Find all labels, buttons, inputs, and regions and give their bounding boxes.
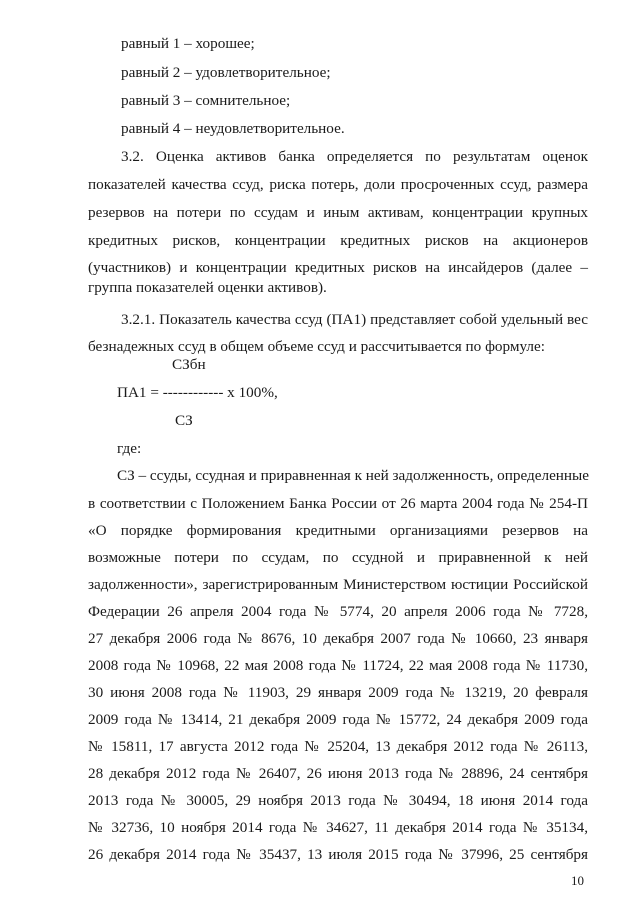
paragraph-line: 2008 года № 10968, 22 мая 2008 года № 11724, 22 мая 2008 года № 11730, xyxy=(88,657,588,674)
paragraph-line: № 15811, 17 августа 2012 года № 25204, 13 декабря 2012 года № 26113, xyxy=(88,738,588,755)
scale-item: равный 3 – сомнительное; xyxy=(121,92,291,109)
formula-expression: ПА1 = ------------ х 100%, xyxy=(117,384,278,401)
paragraph-line: кредитных рисков, концентрации кредитных рисков на акционеров xyxy=(88,232,588,249)
paragraph-line: 2013 года № 30005, 29 ноября 2013 года № 30494, 18 июня 2014 года xyxy=(88,792,588,809)
paragraph-line: СЗ – ссуды, ссудная и приравненная к ней задолженность, определенные xyxy=(117,467,590,484)
paragraph-line: возможные потери по ссудам, по ссудной и приравненной к ней xyxy=(88,549,588,566)
paragraph-line: 30 июня 2008 года № 11903, 29 января 2009 года № 13219, 20 февраля xyxy=(88,684,588,701)
paragraph-line: (участников) и концентрации кредитных рисков на инсайдеров (далее – xyxy=(88,259,588,276)
scale-item: равный 4 – неудовлетворительное. xyxy=(121,120,345,137)
paragraph-line: резервов на потери по ссудам и иным активам, концентрации крупных xyxy=(88,204,588,221)
paragraph-line: показателей качества ссуд, риска потерь, доли просроченных ссуд, размера xyxy=(88,176,588,193)
formula-numerator: СЗбн xyxy=(172,356,206,373)
scale-item: равный 1 – хорошее; xyxy=(121,35,255,52)
paragraph-line: Федерации 26 апреля 2004 года № 5774, 20 апреля 2006 года № 7728, xyxy=(88,603,588,620)
page-number: 10 xyxy=(571,873,584,888)
paragraph-line: 27 декабря 2006 года № 8676, 10 декабря 2007 года № 10660, 23 января xyxy=(88,630,588,647)
paragraph-line: № 32736, 10 ноября 2014 года № 34627, 11 декабря 2014 года № 35134, xyxy=(88,819,588,836)
where-label: где: xyxy=(117,440,142,457)
paragraph-line: группа показателей оценки активов). xyxy=(88,279,327,296)
paragraph-line: 2009 года № 13414, 21 декабря 2009 года № 15772, 24 декабря 2009 года xyxy=(88,711,588,728)
formula-denominator: СЗ xyxy=(175,412,193,429)
paragraph-line: «О порядке формирования кредитными организациями резервов на xyxy=(88,522,588,539)
paragraph-line: 3.2.1. Показатель качества ссуд (ПА1) представляет собой удельный вес xyxy=(121,311,588,328)
paragraph-line: 28 декабря 2012 года № 26407, 26 июня 2013 года № 28896, 24 сентября xyxy=(88,765,588,782)
paragraph-line: 3.2. Оценка активов банка определяется по результатам оценок xyxy=(121,148,588,165)
paragraph-line: в соответствии с Положением Банка России от 26 марта 2004 года № 254-П xyxy=(88,495,588,512)
scale-item: равный 2 – удовлетворительное; xyxy=(121,64,331,81)
paragraph-line: задолженности», зарегистрированным Министерством юстиции Российской xyxy=(88,576,588,593)
paragraph-line: 26 декабря 2014 года № 35437, 13 июля 2015 года № 37996, 25 сентября xyxy=(88,846,588,863)
paragraph-line: безнадежных ссуд в общем объеме ссуд и рассчитывается по формуле: xyxy=(88,338,545,355)
